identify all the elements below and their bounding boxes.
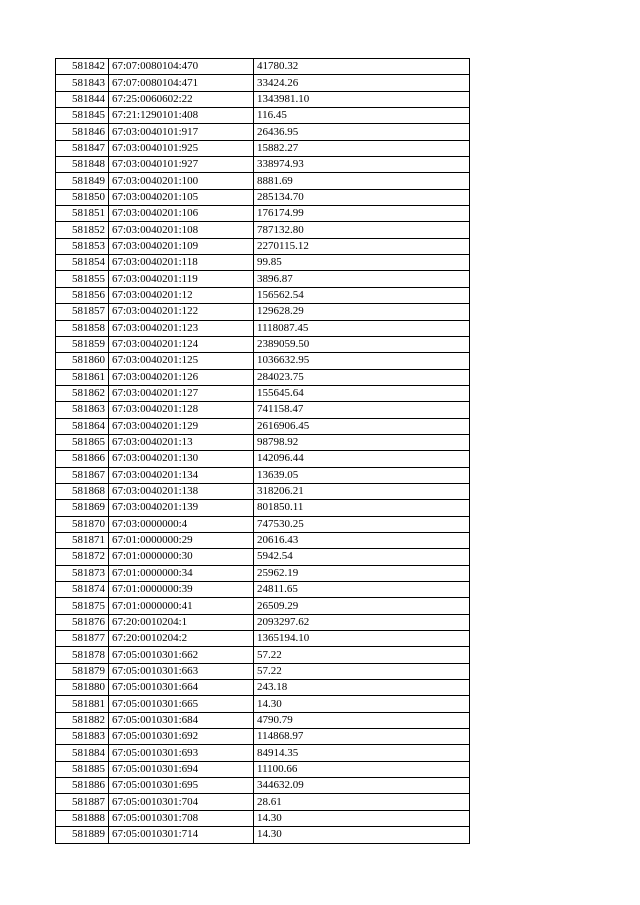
value-cell: 156562.54	[254, 287, 470, 303]
cadastral-number-cell: 67:03:0040201:125	[109, 353, 254, 369]
value-cell: 14.30	[254, 827, 470, 843]
cadastral-number-cell: 67:03:0040201:109	[109, 238, 254, 254]
cadastral-number-cell: 67:05:0010301:684	[109, 712, 254, 728]
row-number-cell: 581853	[56, 238, 109, 254]
cadastral-number-cell: 67:03:0040201:100	[109, 173, 254, 189]
row-number-cell: 581868	[56, 483, 109, 499]
row-number-cell: 581858	[56, 320, 109, 336]
table-row	[56, 647, 470, 663]
cadastral-number-cell: 67:05:0010301:692	[109, 729, 254, 745]
table-row	[56, 222, 470, 238]
value-cell: 14.30	[254, 696, 470, 712]
cadastral-number-cell: 67:03:0040201:13	[109, 434, 254, 450]
value-cell: 26436.95	[254, 124, 470, 140]
cadastral-number-cell: 67:03:0040201:134	[109, 467, 254, 483]
table-row	[56, 173, 470, 189]
cadastral-number-cell: 67:21:1290101:408	[109, 108, 254, 124]
cadastral-number-cell: 67:01:0000000:29	[109, 532, 254, 548]
table-row	[56, 696, 470, 712]
table-row	[56, 467, 470, 483]
cadastral-number-cell: 67:05:0010301:695	[109, 778, 254, 794]
cadastral-number-cell: 67:05:0010301:693	[109, 745, 254, 761]
table-row	[56, 336, 470, 352]
cadastral-number-cell: 67:07:0080104:470	[109, 59, 254, 75]
value-cell: 24811.65	[254, 582, 470, 598]
table-row	[56, 418, 470, 434]
row-number-cell: 581845	[56, 108, 109, 124]
value-cell: 4790.79	[254, 712, 470, 728]
value-cell: 2093297.62	[254, 614, 470, 630]
cadastral-number-cell: 67:03:0040201:139	[109, 500, 254, 516]
value-cell: 57.22	[254, 647, 470, 663]
row-number-cell: 581863	[56, 402, 109, 418]
cadastral-number-cell: 67:05:0010301:704	[109, 794, 254, 810]
value-cell: 142096.44	[254, 451, 470, 467]
value-cell: 26509.29	[254, 598, 470, 614]
cadastral-number-cell: 67:05:0010301:714	[109, 827, 254, 843]
row-number-cell: 581873	[56, 565, 109, 581]
table-row	[56, 304, 470, 320]
value-cell: 284023.75	[254, 369, 470, 385]
cadastral-number-cell: 67:05:0010301:664	[109, 680, 254, 696]
table-body	[56, 59, 470, 844]
cadastral-number-cell: 67:03:0040201:127	[109, 385, 254, 401]
value-cell: 747530.25	[254, 516, 470, 532]
cadastral-number-cell: 67:07:0080104:471	[109, 75, 254, 91]
value-cell: 2389059.50	[254, 336, 470, 352]
row-number-cell: 581866	[56, 451, 109, 467]
value-cell: 11100.66	[254, 761, 470, 777]
row-number-cell: 581856	[56, 287, 109, 303]
value-cell: 114868.97	[254, 729, 470, 745]
row-number-cell: 581857	[56, 304, 109, 320]
row-number-cell: 581872	[56, 549, 109, 565]
value-cell: 99.85	[254, 255, 470, 271]
table-row	[56, 124, 470, 140]
value-cell: 243.18	[254, 680, 470, 696]
table-row	[56, 451, 470, 467]
value-cell: 1036632.95	[254, 353, 470, 369]
value-cell: 14.30	[254, 810, 470, 826]
cadastral-number-cell: 67:01:0000000:41	[109, 598, 254, 614]
row-number-cell: 581855	[56, 271, 109, 287]
cadastral-number-cell: 67:05:0010301:694	[109, 761, 254, 777]
table-row	[56, 810, 470, 826]
row-number-cell: 581848	[56, 157, 109, 173]
cadastral-number-cell: 67:03:0040201:12	[109, 287, 254, 303]
row-number-cell: 581877	[56, 631, 109, 647]
value-cell: 318206.21	[254, 483, 470, 499]
value-cell: 5942.54	[254, 549, 470, 565]
value-cell: 116.45	[254, 108, 470, 124]
row-number-cell: 581847	[56, 140, 109, 156]
row-number-cell: 581871	[56, 532, 109, 548]
cadastral-number-cell: 67:05:0010301:663	[109, 663, 254, 679]
row-number-cell: 581887	[56, 794, 109, 810]
row-number-cell: 581867	[56, 467, 109, 483]
table-row	[56, 385, 470, 401]
cadastral-number-cell: 67:03:0040201:123	[109, 320, 254, 336]
table-row	[56, 75, 470, 91]
value-cell: 1365194.10	[254, 631, 470, 647]
value-cell: 2616906.45	[254, 418, 470, 434]
row-number-cell: 581869	[56, 500, 109, 516]
cadastral-number-cell: 67:03:0040201:128	[109, 402, 254, 418]
row-number-cell: 581844	[56, 91, 109, 107]
table-row	[56, 320, 470, 336]
table-row	[56, 189, 470, 205]
cadastral-number-cell: 67:03:0040201:126	[109, 369, 254, 385]
cadastral-number-cell: 67:05:0010301:662	[109, 647, 254, 663]
value-cell: 84914.35	[254, 745, 470, 761]
cadastral-number-cell: 67:03:0040201:122	[109, 304, 254, 320]
table-row	[56, 631, 470, 647]
cadastral-number-cell: 67:05:0010301:665	[109, 696, 254, 712]
cadastral-number-cell: 67:03:0000000:4	[109, 516, 254, 532]
cadastral-value-table	[55, 58, 470, 844]
row-number-cell: 581884	[56, 745, 109, 761]
row-number-cell: 581846	[56, 124, 109, 140]
value-cell: 338974.93	[254, 157, 470, 173]
table-row	[56, 794, 470, 810]
table-row	[56, 402, 470, 418]
table-row	[56, 549, 470, 565]
row-number-cell: 581861	[56, 369, 109, 385]
table-row	[56, 712, 470, 728]
row-number-cell: 581864	[56, 418, 109, 434]
table-row	[56, 532, 470, 548]
table-row	[56, 271, 470, 287]
value-cell: 801850.11	[254, 500, 470, 516]
row-number-cell: 581849	[56, 173, 109, 189]
row-number-cell: 581860	[56, 353, 109, 369]
value-cell: 3896.87	[254, 271, 470, 287]
row-number-cell: 581862	[56, 385, 109, 401]
cadastral-number-cell: 67:03:0040201:105	[109, 189, 254, 205]
value-cell: 13639.05	[254, 467, 470, 483]
table-row	[56, 761, 470, 777]
table-row	[56, 369, 470, 385]
table-row	[56, 827, 470, 843]
value-cell: 15882.27	[254, 140, 470, 156]
row-number-cell: 581842	[56, 59, 109, 75]
table-row	[56, 582, 470, 598]
cadastral-number-cell: 67:20:0010204:1	[109, 614, 254, 630]
value-cell: 28.61	[254, 794, 470, 810]
table-row	[56, 238, 470, 254]
row-number-cell: 581883	[56, 729, 109, 745]
row-number-cell: 581854	[56, 255, 109, 271]
cadastral-number-cell: 67:25:0060602:22	[109, 91, 254, 107]
row-number-cell: 581881	[56, 696, 109, 712]
table-row	[56, 353, 470, 369]
value-cell: 8881.69	[254, 173, 470, 189]
row-number-cell: 581865	[56, 434, 109, 450]
value-cell: 2270115.12	[254, 238, 470, 254]
row-number-cell: 581850	[56, 189, 109, 205]
cadastral-number-cell: 67:03:0040101:925	[109, 140, 254, 156]
table-row	[56, 255, 470, 271]
table-row	[56, 108, 470, 124]
row-number-cell: 581851	[56, 206, 109, 222]
cadastral-number-cell: 67:20:0010204:2	[109, 631, 254, 647]
value-cell: 20616.43	[254, 532, 470, 548]
value-cell: 33424.26	[254, 75, 470, 91]
table-row	[56, 206, 470, 222]
row-number-cell: 581879	[56, 663, 109, 679]
table-row	[56, 59, 470, 75]
table-row	[56, 483, 470, 499]
value-cell: 41780.32	[254, 59, 470, 75]
cadastral-number-cell: 67:01:0000000:39	[109, 582, 254, 598]
value-cell: 741158.47	[254, 402, 470, 418]
value-cell: 129628.29	[254, 304, 470, 320]
row-number-cell: 581885	[56, 761, 109, 777]
value-cell: 155645.64	[254, 385, 470, 401]
table-row	[56, 287, 470, 303]
table-row	[56, 565, 470, 581]
value-cell: 285134.70	[254, 189, 470, 205]
cadastral-number-cell: 67:01:0000000:34	[109, 565, 254, 581]
value-cell: 25962.19	[254, 565, 470, 581]
cadastral-number-cell: 67:03:0040201:119	[109, 271, 254, 287]
row-number-cell: 581875	[56, 598, 109, 614]
cadastral-number-cell: 67:03:0040201:124	[109, 336, 254, 352]
value-cell: 57.22	[254, 663, 470, 679]
table-row	[56, 140, 470, 156]
value-cell: 176174.99	[254, 206, 470, 222]
row-number-cell: 581882	[56, 712, 109, 728]
cadastral-number-cell: 67:03:0040201:106	[109, 206, 254, 222]
cadastral-number-cell: 67:03:0040201:130	[109, 451, 254, 467]
cadastral-number-cell: 67:03:0040201:108	[109, 222, 254, 238]
table-row	[56, 157, 470, 173]
cadastral-number-cell: 67:03:0040201:129	[109, 418, 254, 434]
row-number-cell: 581852	[56, 222, 109, 238]
table-row	[56, 745, 470, 761]
value-cell: 787132.80	[254, 222, 470, 238]
cadastral-number-cell: 67:03:0040101:927	[109, 157, 254, 173]
row-number-cell: 581886	[56, 778, 109, 794]
row-number-cell: 581843	[56, 75, 109, 91]
table-row	[56, 680, 470, 696]
table-row	[56, 778, 470, 794]
cadastral-number-cell: 67:03:0040101:917	[109, 124, 254, 140]
value-cell: 1118087.45	[254, 320, 470, 336]
table-row	[56, 598, 470, 614]
row-number-cell: 581880	[56, 680, 109, 696]
row-number-cell: 581859	[56, 336, 109, 352]
cadastral-number-cell: 67:03:0040201:118	[109, 255, 254, 271]
row-number-cell: 581888	[56, 810, 109, 826]
table-row	[56, 614, 470, 630]
row-number-cell: 581889	[56, 827, 109, 843]
table-row	[56, 91, 470, 107]
row-number-cell: 581878	[56, 647, 109, 663]
table-row	[56, 663, 470, 679]
cadastral-number-cell: 67:01:0000000:30	[109, 549, 254, 565]
row-number-cell: 581876	[56, 614, 109, 630]
table-row	[56, 516, 470, 532]
value-cell: 344632.09	[254, 778, 470, 794]
table-row	[56, 500, 470, 516]
value-cell: 98798.92	[254, 434, 470, 450]
cadastral-number-cell: 67:03:0040201:138	[109, 483, 254, 499]
value-cell: 1343981.10	[254, 91, 470, 107]
table-row	[56, 729, 470, 745]
cadastral-number-cell: 67:05:0010301:708	[109, 810, 254, 826]
table-row	[56, 434, 470, 450]
row-number-cell: 581870	[56, 516, 109, 532]
row-number-cell: 581874	[56, 582, 109, 598]
